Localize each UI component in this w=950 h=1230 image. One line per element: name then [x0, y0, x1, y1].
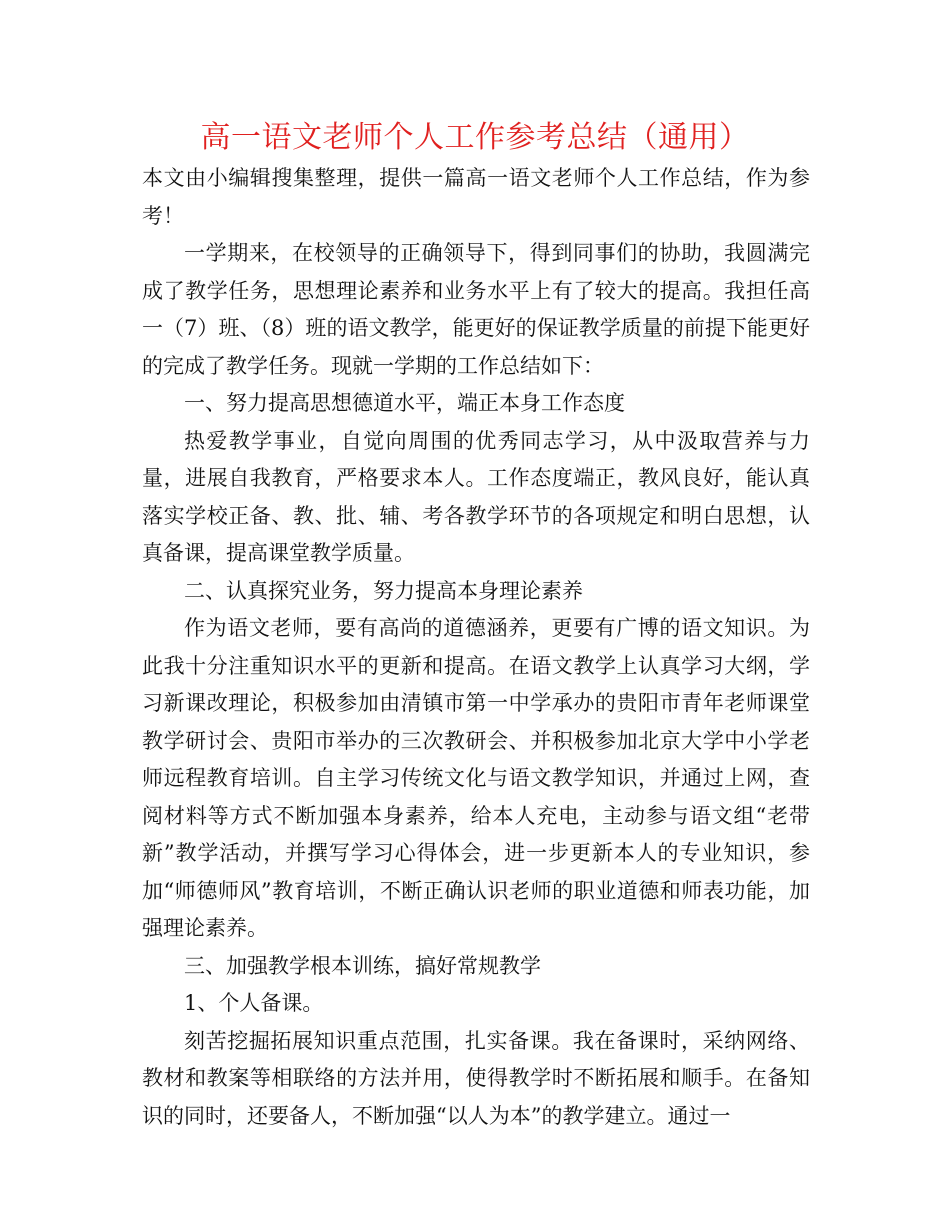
paragraph-section-1: 热爱教学事业，自觉向周围的优秀同志学习，从中汲取营养与力量，进展自我教育，严格要求本人。工作态度端正，教风良好，能认真落实学校正备、教、批、辅、考各教学环节的各项规定和明白思想，认真备课，提高课堂教学质量。 — [142, 428, 810, 565]
paragraph-overview: 一学期来，在校领导的正确领导下，得到同事们的协助，我圆满完成了教学任务，思想理论素养和业务水平上有了较大的提高。我担任高一（7）班、（8）班的语文教学，能更好的保证教学质量的前提下能更好的完成了教学任务。现就一学期的工作总结如下： — [142, 241, 810, 378]
document-body — [142, 160, 810, 1135]
paragraph-intro: 本文由小编辑搜集整理，提供一篇高一语文老师个人工作总结，作为参考！ — [142, 166, 810, 228]
section-heading-2: 二、认真探究业务，努力提高本身理论素养 — [184, 578, 583, 603]
paragraph-section-3-1: 刻苦挖掘拓展知识重点范围，扎实备课。我在备课时，采纳网络、教材和教案等相联络的方法并用，使得教学时不断拓展和顺手。在备知识的同时，还要备人，不断加强“以人为本”的教学建立。通过一 — [142, 1028, 810, 1128]
subsection-heading-3-1: 1、个人备课。 — [184, 991, 324, 1015]
section-heading-1: 一、努力提高思想德道水平，端正本身工作态度 — [184, 391, 625, 415]
section-heading-3: 三、加强教学根本训练，搞好常规教学 — [184, 953, 541, 978]
document-title: 高一语文老师个人工作参考总结（通用） — [200, 120, 750, 155]
paragraph-section-2: 作为语文老师，要有高尚的道德涵养，更要有广博的语文知识。为此我十分注重知识水平的更新和提高。在语文教学上认真学习大纲，学习新课改理论，积极参加由清镇市第一中学承办的贵阳市青年老师课堂教学研讨会、贵阳市举办的三次教研会、并积极参加北京大学中小学老师远程教育培训。自主学习传统文化与语文教学知识，并通过上网，查阅材料等方式不断加强本身素养，给本人充电，主动参与语文组“老带新”教学活动，并撰写学习心得体会，进一步更新本人的专业知识，参加“师德师风”教育培训，不断正确认识老师的职业道德和师表功能，加强理论素养。 — [142, 616, 810, 940]
